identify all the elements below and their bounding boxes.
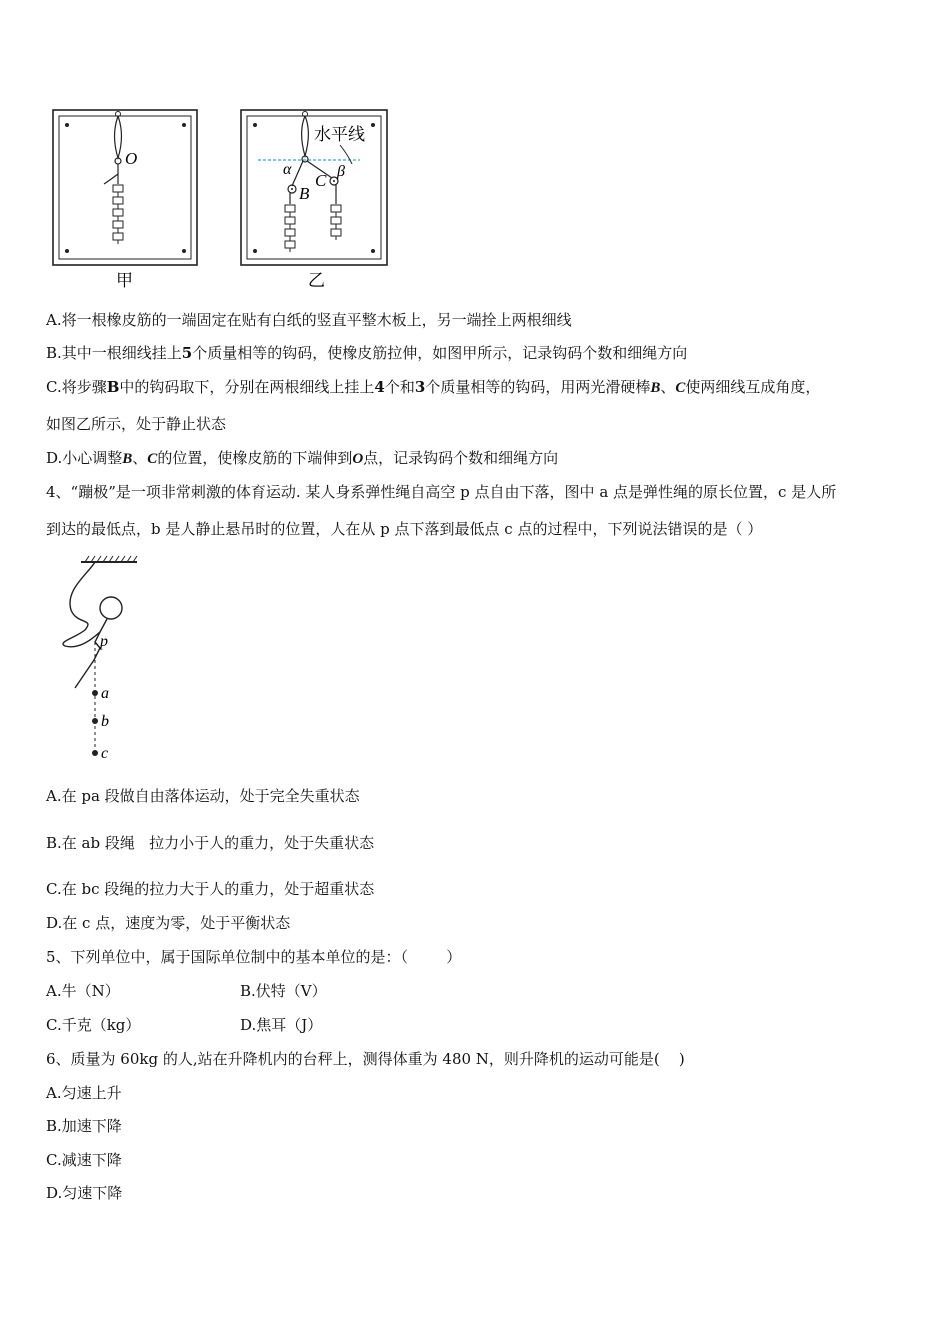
q3-option-a: A.将一根橡皮筋的一端固定在贴有白纸的竖直平整木板上，另一端拴上两根细线: [46, 311, 572, 329]
force-experiment-figure: [40, 100, 400, 295]
q4-stem-line1: 4、“蹦极”是一项非常刺激的体育运动. 某人身系弹性绳自高空 p 点自由下落，图中 a 点是弹性绳的原长位置，c 是人所: [46, 483, 837, 501]
q5-options-row2: [46, 1015, 446, 1035]
q4-option-c: C.在 bc 段绳的拉力大于人的重力，处于超重状态: [46, 880, 375, 898]
q6-stem: 6、质量为 60kg 的人,站在升降机内的台秤上，测得体重为 480 N，则升降机的运动可能是( ): [46, 1050, 685, 1068]
label-alpha: α: [283, 161, 292, 178]
q4-option-d: D.在 c 点，速度为零，处于平衡状态: [46, 914, 291, 932]
label-jia: 甲: [116, 271, 133, 290]
label-beta: β: [337, 163, 345, 180]
q6-option-b: B.加速下降: [46, 1117, 122, 1135]
q4-option-a: A.在 pa 段做自由落体运动，处于完全失重状态: [46, 787, 360, 805]
q5-stem: 5、下列单位中，属于国际单位制中的基本单位的是：（ ）: [46, 948, 462, 966]
q3-option-b: B.其中一根细线挂上5个质量相等的钩码，使橡皮筋拉伸，如图甲所示，记录钩码个数和细绳方向: [46, 344, 688, 362]
q5-option-b: B.伏特（V）: [240, 982, 327, 1000]
q6-option-c: C.减速下降: [46, 1151, 122, 1169]
q5-options-row1: [46, 981, 446, 1001]
q6-option-d: D.匀速下降: [46, 1184, 123, 1202]
label-b: b: [101, 713, 109, 730]
label-B: B: [299, 184, 310, 203]
q5-option-d: D.焦耳（J）: [240, 1016, 323, 1034]
q4-option-b: B.在 ab 段绳 拉力小于人的重力，处于失重状态: [46, 834, 375, 852]
label-a: a: [101, 685, 109, 702]
label-O: O: [125, 149, 138, 168]
label-horizontal-line: 水平线: [314, 125, 365, 144]
q3-option-c-cont: 如图乙所示，处于静止状态: [46, 415, 227, 433]
q5-option-c: C.千克（kg）: [46, 1016, 141, 1034]
label-p: p: [100, 633, 108, 650]
label-C: C: [315, 171, 327, 190]
label-c: c: [101, 745, 109, 762]
q3-option-d: D.小心调整B、C的位置，使橡皮筋的下端伸到O点，记录钩码个数和细绳方向: [46, 449, 559, 467]
bungee-figure: [45, 550, 155, 765]
q5-option-a: A.牛（N）: [46, 982, 120, 1000]
q6-option-a: A.匀速上升: [46, 1084, 122, 1102]
q4-stem-line2: 到达的最低点，b 是人静止悬吊时的位置，人在从 p 点下落到最低点 c 点的过程中，下列说法错误的是（ ）: [46, 520, 763, 538]
label-yi: 乙: [308, 271, 325, 290]
q3-option-c: C.将步骤B中的钩码取下，分别在两根细线上挂上4个和3个质量相等的钩码，用两光滑硬棒B、C使两细线互成角度，: [46, 378, 821, 396]
